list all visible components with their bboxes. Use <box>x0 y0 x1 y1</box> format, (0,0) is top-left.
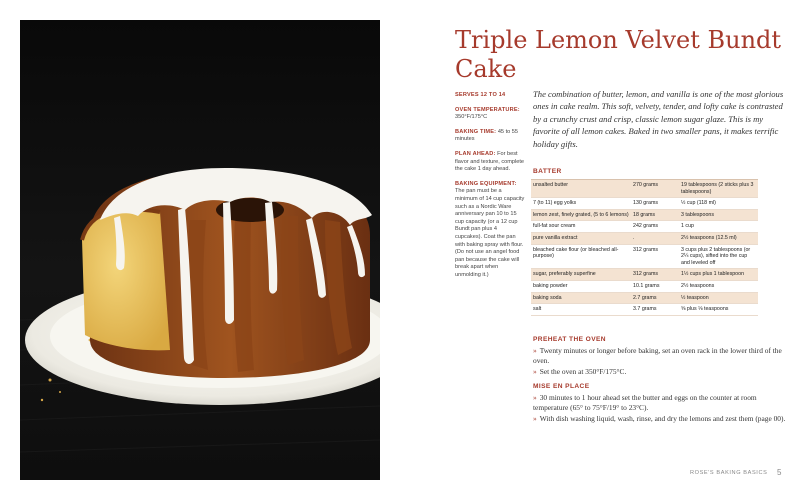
ingredients-table <box>531 179 758 316</box>
ingredient-row <box>531 198 758 210</box>
preheat-heading: PREHEAT THE OVEN <box>533 336 606 343</box>
ingredient-name: baking soda <box>533 294 562 301</box>
mise-heading: MISE EN PLACE <box>533 383 590 390</box>
mise-step-1 <box>533 393 787 413</box>
ingredient-row <box>531 233 758 245</box>
baking-time-label: BAKING TIME: <box>455 128 497 135</box>
plan-ahead-value: For best flavor and texture, complete the cake 1 day ahead. <box>455 150 525 173</box>
ingredient-volume: ½ cup (118 ml) <box>681 200 716 207</box>
preheat-step-2 <box>533 367 787 377</box>
ingredient-grams: 2.7 grams <box>633 294 657 301</box>
oven-temp-value: 350°F/175°C <box>455 114 488 121</box>
cake-illustration <box>20 20 380 480</box>
ingredient-name: unsalted butter <box>533 182 569 188</box>
ingredient-grams: 312 grams <box>633 271 659 278</box>
ingredient-volume: ⅝ plus ⅛ teaspoons <box>681 306 729 313</box>
preheat-step-2-text: Set the oven at 350°F/175°C. <box>539 367 627 376</box>
ingredient-name: baking powder <box>533 282 568 289</box>
ingredient-grams: 130 grams <box>633 200 659 207</box>
ingredient-row <box>531 210 758 222</box>
ingredient-volume: 1 cup <box>681 223 694 230</box>
ingredient-grams: 18 grams <box>633 211 656 218</box>
equipment-value: The pan must be a minimum of 14 cup capacity such as a Nordic Ware anniversary pan 10 to 15 cup capacity (or a 12 cup Bundt pan plus 4 cupcakes). Coat the pan with baking spray with flour. (Do not use an angel food pan because the cake will break apart when unmolding it.) <box>455 188 525 278</box>
page-number: 5 <box>777 468 782 477</box>
bullet-icon: » <box>533 367 537 376</box>
ingredient-row <box>531 281 758 293</box>
bullet-icon: » <box>533 393 537 402</box>
ingredient-name: sugar, preferably superfine <box>533 271 596 278</box>
ingredient-grams: . <box>633 234 635 241</box>
ingredient-row <box>531 269 758 281</box>
ingredient-grams: 3.7 grams <box>633 306 657 313</box>
preheat-step-1-text: Twenty minutes or longer before baking, set an oven rack in the lower third of the oven. <box>533 346 782 366</box>
ingredient-volume: ½ teaspoon <box>681 294 709 301</box>
recipe-intro: The combination of butter, lemon, and vanilla is one of the most glorious ones in cake realm. This soft, velvety, tender, and lofty cake is contrasted by a crunchy crust and crisp, classic lemon sugar glaze. This is my favorite of all lemon cakes. Baked in two smaller pans, it makes terrific holiday gifts. <box>533 89 784 149</box>
mise-step-1-text: 30 minutes to 1 hour ahead set the butter and eggs on the counter at room temperature (65° to 75°F/19° to 23°C). <box>533 393 757 413</box>
bullet-icon: » <box>533 414 537 423</box>
mise-step-2 <box>533 414 787 424</box>
ingredient-row <box>531 293 758 305</box>
ingredient-name: full-fat sour cream <box>533 223 576 230</box>
oven-temp-label: OVEN TEMPERATURE: <box>455 106 520 113</box>
ingredient-row <box>531 304 758 316</box>
equipment-label: BAKING EQUIPMENT: <box>455 180 517 187</box>
ingredient-grams: 270 grams <box>633 182 659 188</box>
ingredient-name: pure vanilla extract <box>533 234 578 241</box>
ingredient-grams: 312 grams <box>633 246 659 253</box>
ingredient-volume: 19 tablespoons (2 sticks plus 3 tablespoons) <box>681 182 754 195</box>
book-footer: ROSE'S BAKING BASICS <box>690 470 768 476</box>
batter-heading: BATTER <box>533 168 562 175</box>
baking-time-value: 45 to 55 minutes <box>455 128 519 143</box>
ingredient-volume: 3 tablespoons <box>681 211 714 218</box>
preheat-step-1 <box>533 346 787 366</box>
ingredient-row <box>531 245 758 270</box>
ingredient-grams: 10.1 grams <box>633 282 660 289</box>
ingredient-name: salt <box>533 306 542 313</box>
cake-photo <box>20 20 380 480</box>
bullet-icon: » <box>533 346 537 355</box>
plan-ahead-label: PLAN AHEAD: <box>455 150 496 157</box>
recipe-title: Triple Lemon Velvet Bundt Cake <box>455 26 782 83</box>
ingredient-row <box>531 221 758 233</box>
ingredient-name: lemon zest, finely grated, (5 to 6 lemons) <box>533 211 629 218</box>
ingredient-volume: 3 cups plus 2 tablespoons (or 2¼ cups), sifted into the cup and leveled off <box>681 246 751 266</box>
mise-step-2-text: With dish washing liquid, wash, rinse, and dry the lemons and zest them (page 00). <box>539 414 786 423</box>
serves-label: SERVES 12 TO 14 <box>455 92 506 98</box>
ingredient-name: 7 (to 11) egg yolks <box>533 200 577 207</box>
recipe-sidebar <box>455 92 525 286</box>
ingredient-name: bleached cake flour (or bleached all-purpose) <box>533 246 619 260</box>
ingredient-volume: 2½ teaspoons <box>681 282 715 289</box>
ingredient-grams: 242 grams <box>633 223 659 230</box>
ingredient-volume: 1½ cups plus 1 tablespoon <box>681 271 745 278</box>
ingredient-row <box>531 180 758 198</box>
ingredient-volume: 2½ teaspoons (12.5 ml) <box>681 234 737 241</box>
